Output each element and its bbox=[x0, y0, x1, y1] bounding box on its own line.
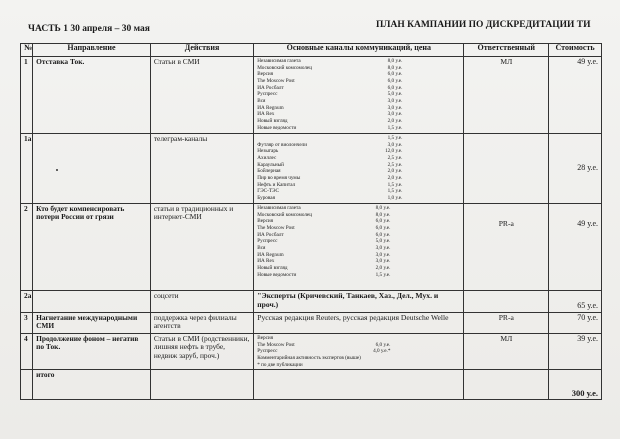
channels-cell: "Эксперты (Кричевский, Танкаев, Хаз., Дел., Мух. и проч.) bbox=[254, 291, 464, 313]
channel-entry: Ахиллес 2,5 у.е. bbox=[257, 154, 403, 161]
row-number: 1а bbox=[21, 134, 33, 204]
responsible-cell: МЛ bbox=[464, 57, 549, 134]
channel-entry: Вся 3,0 у.е. bbox=[257, 97, 403, 104]
responsible-cell: PR-а bbox=[464, 313, 549, 334]
row-number: 1 bbox=[21, 57, 33, 134]
channel-entry: The Moscow Post 6,0 у.е. bbox=[257, 224, 391, 231]
channel-entry: Пир во время чумы 2,0 у.е. bbox=[257, 174, 403, 181]
action-cell: Статьи в СМИ (родственники, лишняя нефть в трубе, недвиж заруб, проч.) bbox=[150, 334, 253, 370]
channels-cell bbox=[254, 370, 464, 400]
col-header-channels: Основные каналы коммуникаций, цена bbox=[254, 44, 464, 57]
channel-entry: Футляр от виолончели 3,0 у.е. bbox=[257, 141, 403, 148]
responsible-cell bbox=[464, 291, 549, 313]
col-header-actions: Действия bbox=[150, 44, 253, 57]
channel-entry: Новые ведомости 1,5 у.е. bbox=[257, 124, 403, 131]
channel-entry: The Moscow Post 6,0 у.е. bbox=[257, 341, 391, 348]
channel-entry: The Moscow Post 6,0 у.е. bbox=[257, 77, 403, 84]
channel-entry: ИА Regnum 3,0 у.е. bbox=[257, 251, 391, 258]
channels-cell bbox=[254, 57, 464, 134]
channel-entry: Незыгарь 12,0 у.е. bbox=[257, 148, 403, 155]
total-value: 300 у.е. bbox=[549, 370, 602, 400]
table-row bbox=[21, 134, 602, 204]
action-cell: поддержка через филиалы агентств bbox=[150, 313, 253, 334]
action-cell: Статьи в СМИ bbox=[150, 57, 253, 134]
channels-cell bbox=[254, 204, 464, 291]
channel-entry: ИА Росбалт 6,0 у.е. bbox=[257, 84, 403, 91]
channel-entry: ИА Rex 3,0 у.е. bbox=[257, 111, 403, 118]
channel-entry: Руспресс 5,0 у.е. bbox=[257, 91, 403, 98]
campaign-plan-table bbox=[20, 43, 602, 400]
row-number: 2а bbox=[21, 291, 33, 313]
direction-cell: Продолжение фоном – негатив по Ток. bbox=[33, 334, 151, 370]
channel-note: Комментарийная активность экспертов (выше) * по две публикации bbox=[257, 354, 361, 368]
channel-entry: Московский комсомолец 8,0 у.е. bbox=[257, 211, 391, 218]
total-row bbox=[21, 370, 602, 400]
channel-entry: Московский комсомолец 8,0 у.е. bbox=[257, 64, 403, 71]
col-header-cost: Стоимость bbox=[549, 44, 602, 57]
channel-entry: ГЭС-ТЭС 1,5 у.е. bbox=[257, 188, 403, 195]
direction-cell bbox=[33, 134, 151, 204]
row-number: 2 bbox=[21, 204, 33, 291]
responsible-cell: МЛ bbox=[464, 334, 549, 370]
channels-cell bbox=[254, 334, 464, 370]
channel-entry: ИА Regnum 3,0 у.е. bbox=[257, 104, 403, 111]
channel-entry: Руспресс 4,0 у.е.* bbox=[257, 348, 391, 355]
cost-cell: 70 у.е. bbox=[549, 313, 602, 334]
action-cell: статьи в традиционных и интернет-СМИ bbox=[150, 204, 253, 291]
responsible-cell bbox=[464, 134, 549, 204]
cost-cell: 49 у.е. bbox=[549, 57, 602, 134]
plan-title: ПЛАН КАМПАНИИ ПО ДИСКРЕДИТАЦИИ ТИ bbox=[376, 20, 591, 30]
table-row bbox=[21, 334, 602, 370]
channel-entry: Версия bbox=[257, 335, 274, 341]
channel-entry: Новые ведомости 1,5 у.е. bbox=[257, 271, 391, 278]
table-row bbox=[21, 204, 602, 291]
col-header-responsible: Ответственный bbox=[464, 44, 549, 57]
row-number: 4 bbox=[21, 334, 33, 370]
responsible-cell bbox=[464, 370, 549, 400]
channel-entry: Версия 6,0 у.е. bbox=[257, 218, 391, 225]
table-row bbox=[21, 291, 602, 313]
channel-entry: Караульный 2,5 у.е. bbox=[257, 161, 403, 168]
total-label: итого bbox=[33, 370, 151, 400]
channel-entry: Вся 3,0 у.е. bbox=[257, 244, 391, 251]
channel-entry: Новый взгляд 2,0 у.е. bbox=[257, 264, 391, 271]
cost-cell: 28 у.е. bbox=[549, 134, 602, 204]
cost-cell: 65 у.е. bbox=[549, 291, 602, 313]
action-cell: телеграм-каналы bbox=[150, 134, 253, 204]
direction-cell: Кто будет компенсировать потери России от грязи bbox=[33, 204, 151, 291]
channel-entry: Независимая газета 8,0 у.е. bbox=[257, 58, 403, 64]
action-cell: соцсети bbox=[150, 291, 253, 313]
table-row bbox=[21, 313, 602, 334]
channel-entry: Нефть и Капитал 1,5 у.е. bbox=[257, 181, 403, 188]
table-header-row bbox=[21, 44, 602, 57]
channel-entry: 1,5 у.е. bbox=[387, 135, 403, 141]
action-cell bbox=[150, 370, 253, 400]
channel-entry: Буровая 1,0 у.е. bbox=[257, 194, 403, 201]
col-header-number: № bbox=[21, 44, 33, 57]
cost-cell: 39 у.е. bbox=[549, 334, 602, 370]
direction-cell: Отставка Ток. bbox=[33, 57, 151, 134]
channel-entry: Новый взгляд 2,0 у.е. bbox=[257, 117, 403, 124]
channel-entry: Руспресс 5,0 у.е. bbox=[257, 238, 391, 245]
direction-cell bbox=[33, 291, 151, 313]
cost-cell: 49 у.е. bbox=[549, 204, 602, 291]
table-row bbox=[21, 57, 602, 134]
channels-cell bbox=[254, 134, 464, 204]
channel-entry: Версия 6,0 у.е. bbox=[257, 71, 403, 78]
part-heading: ЧАСТЬ 1 30 апреля – 30 мая bbox=[28, 24, 150, 34]
channel-entry: Бойлерная 2,0 у.е. bbox=[257, 168, 403, 175]
direction-cell: Нагнетание международными СМИ bbox=[33, 313, 151, 334]
channels-cell: Русская редакция Reuters, русская редакция Deutsche Welle bbox=[254, 313, 464, 334]
stray-mark bbox=[56, 169, 58, 171]
row-number: 3 bbox=[21, 313, 33, 334]
col-header-direction: Направление bbox=[33, 44, 151, 57]
row-number bbox=[21, 370, 33, 400]
channel-entry: ИА Росбалт 6,0 у.е. bbox=[257, 231, 391, 238]
responsible-cell: PR-а bbox=[464, 204, 549, 291]
channel-entry: Независимая газета 8,0 у.е. bbox=[257, 205, 391, 211]
channel-entry: ИА Rex 3,0 у.е. bbox=[257, 258, 391, 265]
